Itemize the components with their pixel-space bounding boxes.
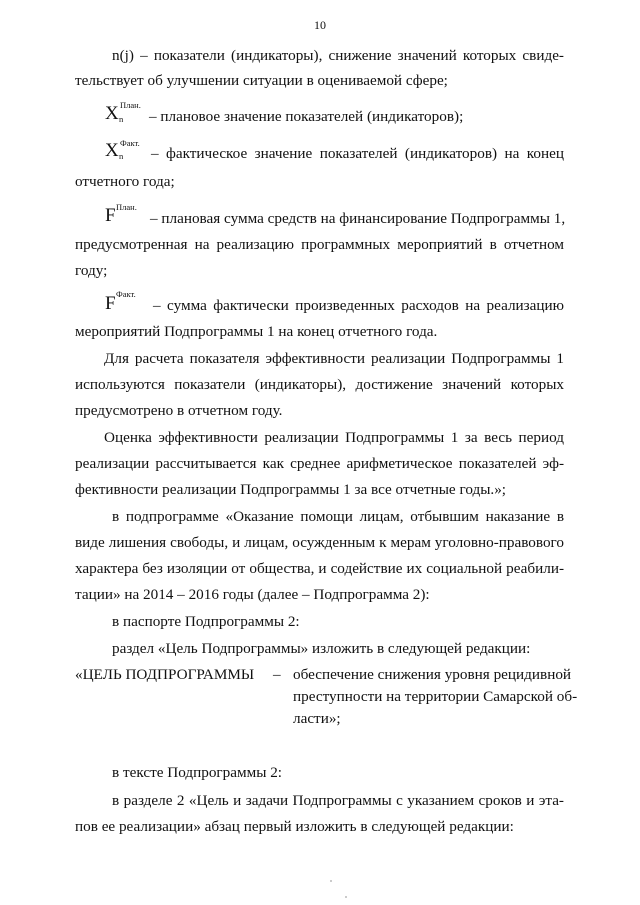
superscript: Факт. [120, 138, 140, 148]
definition-text: мероприятий Подпрограммы 1 на конец отчетного года. [75, 323, 438, 340]
paragraph-line: раздел «Цель Подпрограммы» изложить в следующей редакции: [112, 640, 531, 657]
superscript: Факт. [116, 289, 136, 299]
symbol-x: X [105, 103, 119, 124]
paragraph-line: тельствует об улучшении ситуации в оцениваемой сфере; [75, 72, 448, 89]
subscript: n [119, 114, 124, 124]
symbol-x: X [105, 140, 119, 161]
goal-text: преступности на территории Самарской об- [293, 688, 578, 705]
scan-speck [345, 896, 347, 898]
paragraph-line: n(j) – показатели (индикаторы), снижение значений которых свиде- [112, 47, 564, 64]
paragraph-line: Оценка эффективности реализации Подпрограммы 1 за весь период [104, 429, 564, 446]
subscript: n [119, 151, 124, 161]
paragraph-line: реализации рассчитывается как среднее арифметическое показателей эф- [75, 455, 564, 472]
goal-dash: – [273, 666, 281, 683]
paragraph-line: в тексте Подпрограммы 2: [112, 764, 283, 781]
definition-text: – сумма фактически произведенных расходов на реализацию [153, 297, 564, 314]
superscript: План. [120, 100, 141, 110]
goal-text: ласти»; [293, 710, 341, 727]
paragraph-line: Для расчета показателя эффективности реализации Подпрограммы 1 [104, 350, 564, 367]
page-number: 10 [314, 18, 326, 32]
definition-text: предусмотренная на реализацию программных мероприятий в отчетном [75, 236, 564, 253]
goal-label: «ЦЕЛЬ ПОДПРОГРАММЫ [75, 666, 255, 683]
goal-text: обеспечение снижения уровня рецидивной [293, 666, 572, 683]
definition-text: отчетного года; [75, 173, 175, 190]
paragraph-line: в разделе 2 «Цель и задачи Подпрограммы с указанием сроков и эта- [112, 792, 564, 809]
paragraph-line: характера без изоляции от общества, и содействие их социальной реабили- [75, 560, 564, 577]
paragraph-line: в подпрограмме «Оказание помощи лицам, отбывшим наказание в [112, 508, 564, 525]
symbol-f: F [105, 293, 116, 314]
definition-text: году; [75, 262, 108, 279]
paragraph-line: виде лишения свободы, и лицам, осужденным к мерам уголовно-правового [75, 534, 564, 551]
paragraph-line: фективности реализации Подпрограммы 1 за все отчетные годы.»; [75, 481, 507, 498]
superscript: План. [116, 202, 137, 212]
definition-text: – фактическое значение показателей (индикаторов) на конец [151, 145, 564, 162]
definition-text: – плановая сумма средств на финансирование Подпрограммы 1, [150, 210, 566, 227]
paragraph-line: предусмотрено в отчетном году. [75, 402, 283, 419]
paragraph-line: используются показатели (индикаторы), достижение значений которых [75, 376, 564, 393]
paragraph-line: в паспорте Подпрограммы 2: [112, 613, 300, 630]
definition-text: – плановое значение показателей (индикаторов); [149, 108, 464, 125]
paragraph-line: пов ее реализации» абзац первый изложить в следующей редакции: [75, 818, 514, 835]
scan-speck [330, 880, 332, 882]
symbol-f: F [105, 205, 116, 226]
paragraph-line: тации» на 2014 – 2016 годы (далее – Подпрограмма 2): [75, 586, 430, 603]
